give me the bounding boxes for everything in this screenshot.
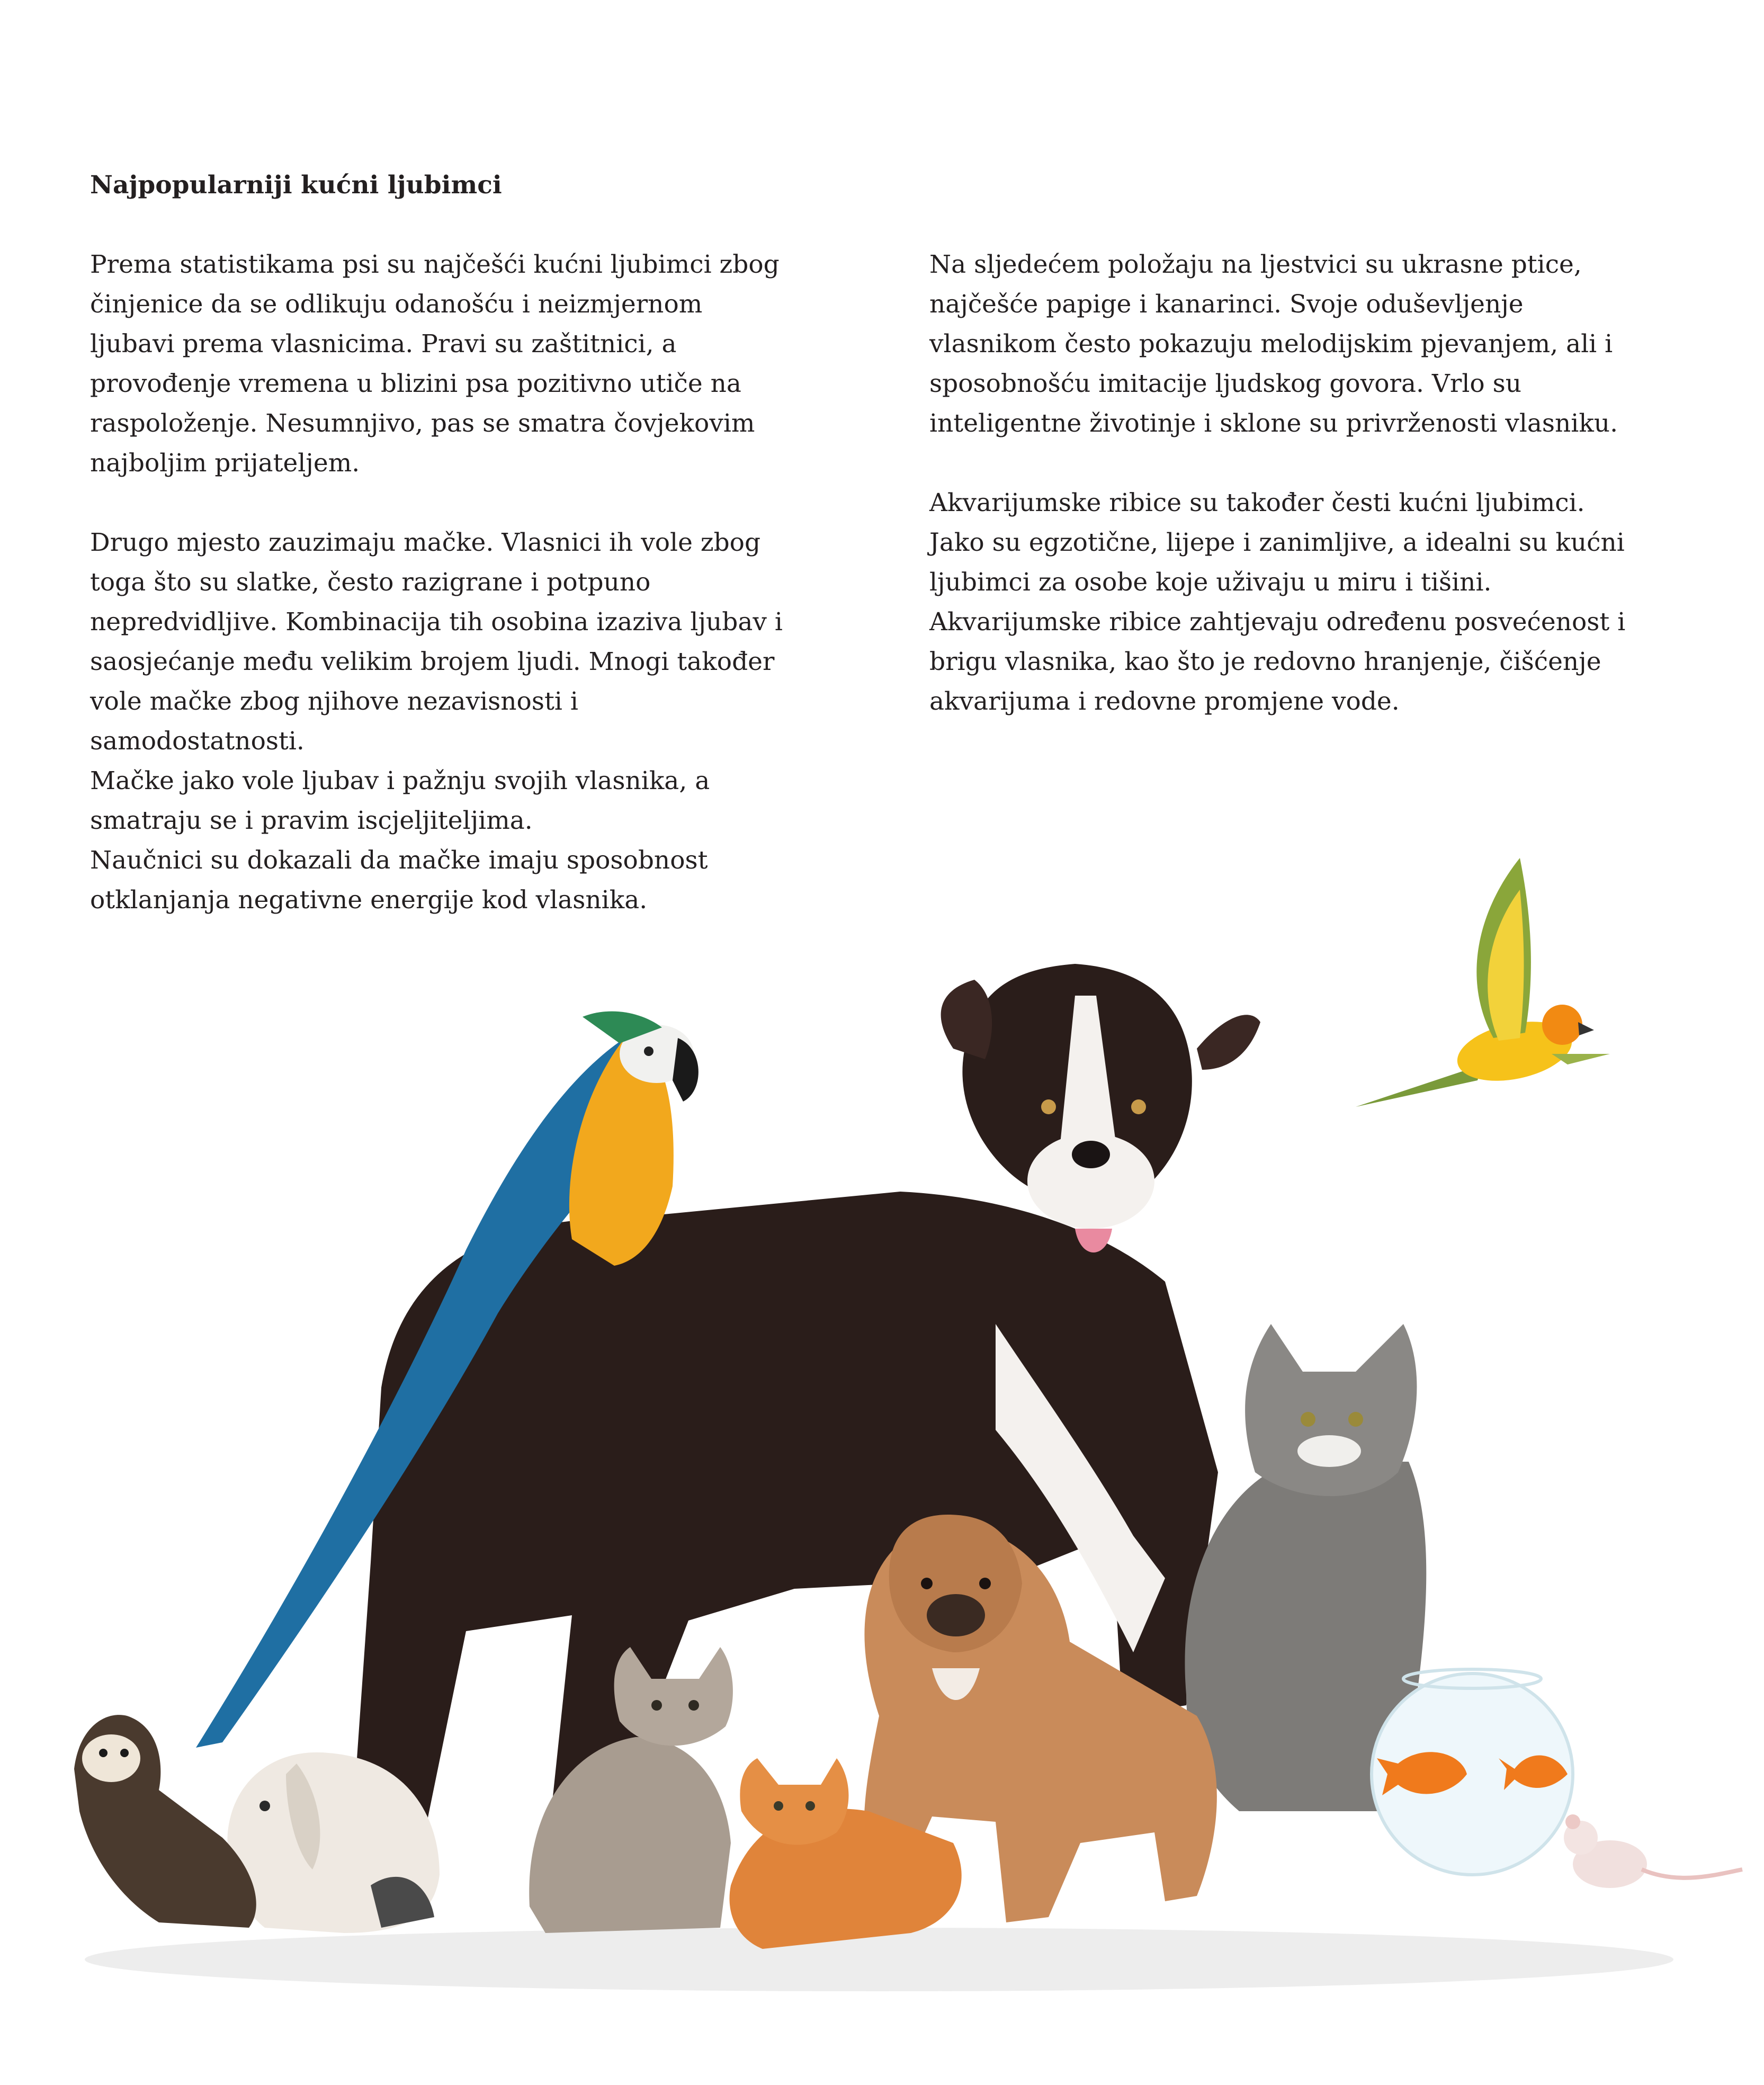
text-line: vlasnikom često pokazuju melodijskim pjevanjem, ali i [929, 329, 1613, 359]
text-line: Akvarijumske ribice su također česti kućni ljubimci. [929, 488, 1585, 517]
text-line: Na sljedećem položaju na ljestvici su ukrasne ptice, [929, 250, 1582, 279]
pets-illustration [0, 837, 1764, 2085]
article-heading: Najpopularniji kućni ljubimci [90, 171, 502, 200]
text-line: raspoloženje. Nesumnjivo, pas se smatra čovjekovim [90, 409, 755, 438]
text-line: inteligentne životinje i sklone su privrženosti vlasniku. [929, 409, 1618, 438]
flying-conure [1356, 858, 1610, 1107]
text-line: smatraju se i pravim iscjeljiteljima. [90, 806, 533, 835]
paragraph-birds [929, 245, 1692, 443]
text-line: najčešće papige i kanarinci. Svoje oduševljenje [929, 290, 1524, 319]
paragraph-fish [929, 483, 1692, 721]
paragraph-cats [90, 523, 853, 761]
text-line: ljubimci za osobe koje uživaju u miru i tišini. [929, 568, 1492, 597]
goldfish-bowl [1372, 1669, 1573, 1875]
text-line: Akvarijumske ribice zahtjevaju određenu posvećenost i [929, 607, 1626, 637]
text-line: otklanjanja negativne energije kod vlasnika. [90, 885, 648, 915]
left-text-column [90, 245, 853, 920]
ground-shadow [85, 1928, 1673, 1991]
text-line: Drugo mjesto zauzimaju mačke. Vlasnici ih vole zbog [90, 528, 761, 557]
text-line: nepredvidljive. Kombinacija tih osobina izaziva ljubav i [90, 607, 783, 637]
right-text-column [929, 245, 1692, 721]
tabby-kitten [529, 1647, 733, 1933]
text-line: činjenice da se odlikuju odanošću i neizmjernom [90, 290, 703, 319]
text-line: Prema statistikama psi su najčešći kućni ljubimci zbog [90, 250, 780, 279]
text-line: najboljim prijateljem. [90, 449, 360, 478]
text-line: brigu vlasnika, kao što je redovno hranjenje, čišćenje [929, 647, 1601, 676]
text-line: samodostatnosti. [90, 727, 305, 756]
text-line: saosjećanje među velikim brojem ljudi. Mnogi također [90, 647, 775, 676]
paragraph-dogs [90, 245, 853, 483]
text-line: Mačke jako vole ljubav i pažnju svojih vlasnika, a [90, 766, 710, 795]
text-line: Naučnici su dokazali da mačke imaju sposobnost [90, 846, 708, 875]
text-line: toga što su slatke, često razigrane i potpuno [90, 568, 651, 597]
text-line: ljubavi prema vlasnicima. Pravi su zaštitnici, a [90, 329, 677, 359]
white-mouse [1564, 1814, 1742, 1888]
text-line: provođenje vremena u blizini psa pozitivno utiče na [90, 369, 741, 398]
text-line: Jako su egzotične, lijepe i zanimljive, a idealni su kućni [929, 528, 1625, 557]
pets-group-photo [0, 837, 1764, 2085]
text-line: vole mačke zbog njihove nezavisnosti i [90, 687, 578, 716]
text-line: akvarijuma i redovne promjene vode. [929, 687, 1400, 716]
paragraph-cats-healers [90, 761, 853, 840]
ferret [74, 1715, 256, 1928]
text-line: sposobnošću imitacije ljudskog govora. Vrlo su [929, 369, 1521, 398]
